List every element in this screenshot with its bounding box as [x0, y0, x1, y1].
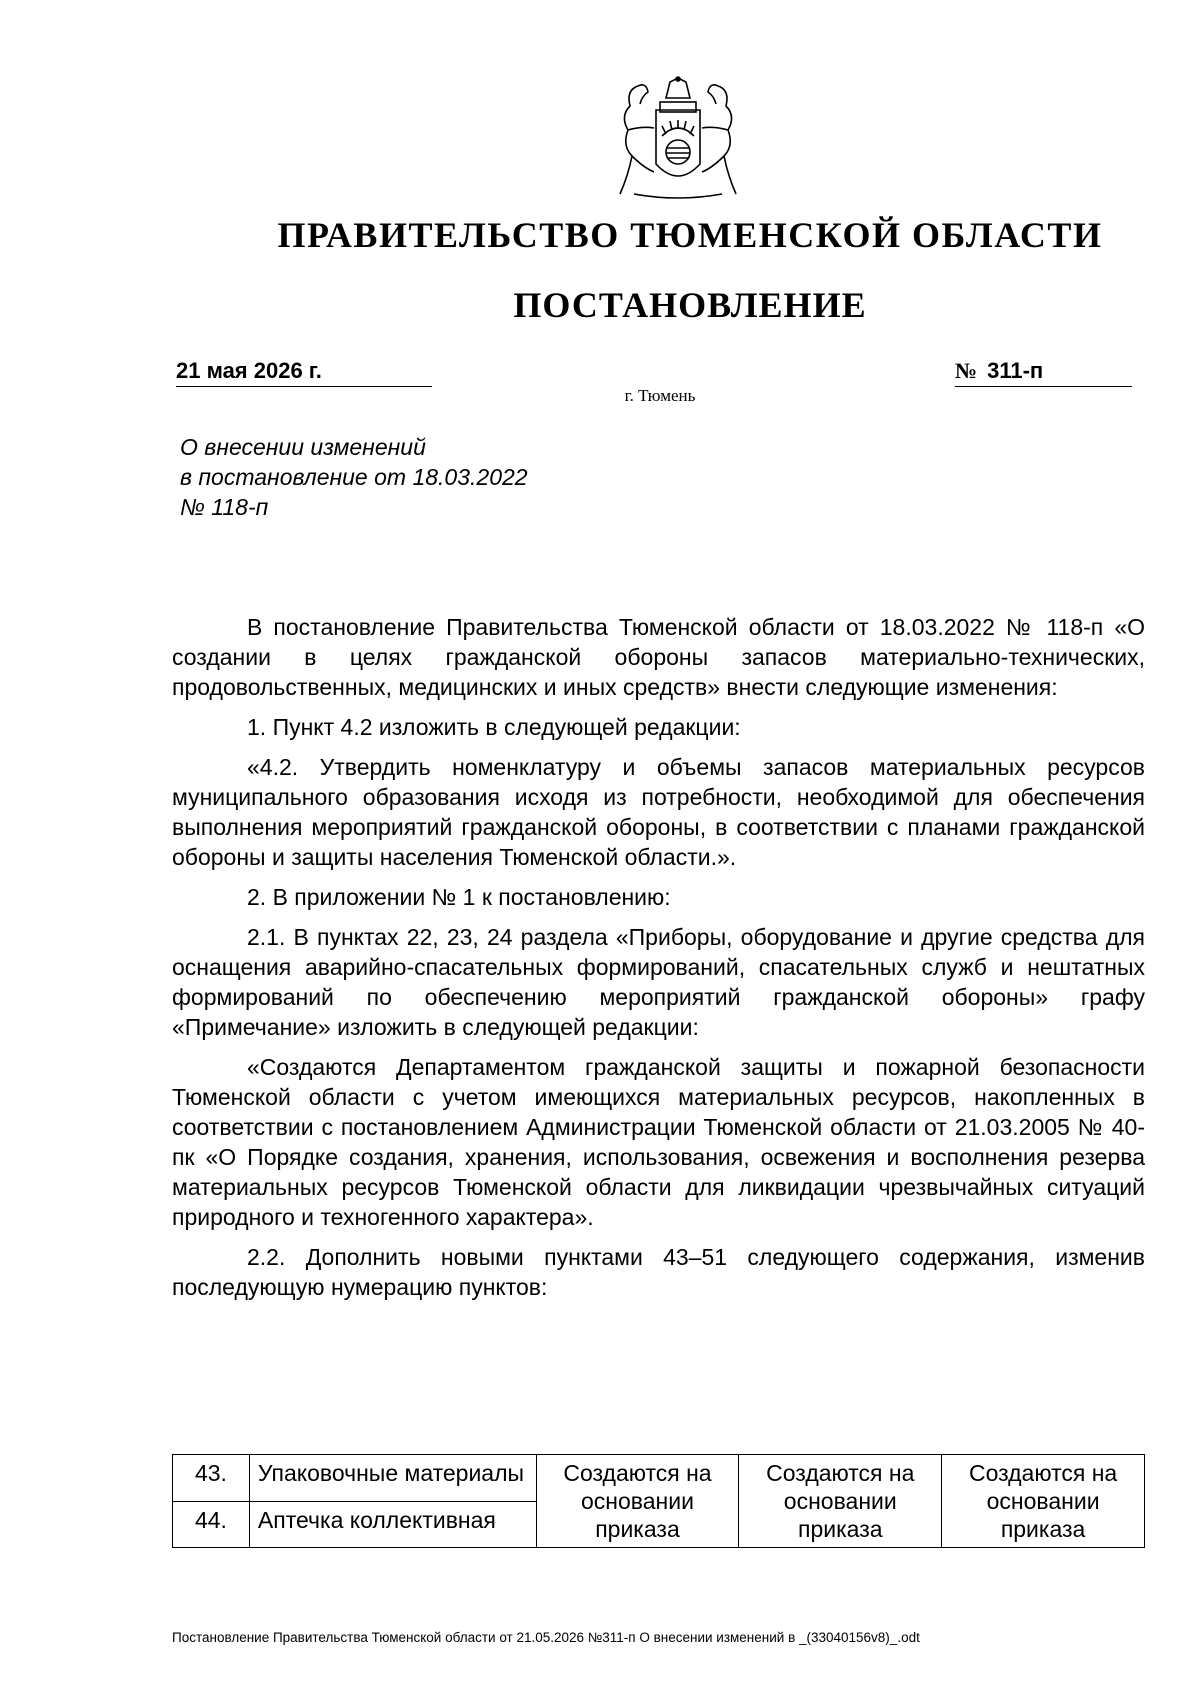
- body-paragraph-quote: «Создаются Департаментом гражданской защиты и пожарной безопасности Тюменской области с учетом имеющихся материальных ресурсов, накопленных в соответствии с постановлением Администрации Тюменской области от 21.03.2005 № 40-пк «О Порядке создания, хранения, использования, освежения и восполнения резерва материальных ресурсов Тюменской области для ликвидации чрезвычайных ситуаций природного и техногенного характера».: [172, 1054, 1145, 1230]
- number-sign: №: [955, 358, 978, 383]
- table-cell-number: 43.: [173, 1455, 250, 1502]
- table-cell-number: 44.: [173, 1501, 250, 1548]
- city-label: г. Тюмень: [624, 386, 696, 405]
- document-number-field: [955, 356, 1132, 387]
- body-paragraph-item-2-1: 2.1. В пунктах 22, 23, 24 раздела «Приборы, оборудование и другие средства для оснащения аварийно-спасательных формирований, спасательных служб и нештатных формирований по обеспечению мероприятий гражданской обороны» графу «Примечание» изложить в следующей редакции:: [172, 924, 1145, 1040]
- table-cell-note: Создаются на основании приказа: [536, 1455, 739, 1548]
- table-row: [173, 1455, 1145, 1502]
- body-paragraph-intro: В постановление Правительства Тюменской области от 18.03.2022 № 118-п «О создании в целях гражданской обороны запасов материально-технических, продовольственных, медицинских и иных средств» внести следующие изменения:: [172, 614, 1145, 700]
- body-paragraph-item-1: 1. Пункт 4.2 изложить в следующей редакции:: [247, 714, 741, 740]
- document-date: 21 мая 2026 г.: [176, 356, 432, 387]
- body-paragraph-item-2-2: 2.2. Дополнить новыми пунктами 43–51 следующего содержания, изменив последующую нумерацию пунктов:: [172, 1244, 1145, 1300]
- document-body: [172, 612, 1145, 1310]
- organization-title: ПРАВИТЕЛЬСТВО ТЮМЕНСКОЙ ОБЛАСТИ: [277, 215, 1103, 255]
- page-footer: Постановление Правительства Тюменской области от 21.05.2026 №311-п О внесении изменений в _(33040156v8)_.odt: [172, 1630, 920, 1645]
- body-paragraph-item-2: 2. В приложении № 1 к постановлению:: [247, 884, 671, 910]
- table-cell-note: Создаются на основании приказа: [942, 1455, 1145, 1548]
- table-cell-name: Упаковочные материалы: [249, 1455, 536, 1502]
- table-cell-name: Аптечка коллективная: [249, 1501, 536, 1548]
- body-paragraph-item-4-2: «4.2. Утвердить номенклатуру и объемы запасов материальных ресурсов муниципального образования исходя из потребности, необходимой для обеспечения выполнения мероприятий гражданской обороны, в соответствии с планами гражданской обороны и защиты населения Тюменской области.».: [172, 754, 1145, 870]
- document-type-heading: ПОСТАНОВЛЕНИЕ: [513, 285, 867, 325]
- document-number: 311-п: [987, 358, 1044, 383]
- table-cell-note: Создаются на основании приказа: [739, 1455, 942, 1548]
- amendment-table: [172, 1454, 1145, 1548]
- document-subject: [180, 432, 640, 522]
- subject-line-1: О внесении изменений: [180, 434, 426, 460]
- subject-line-3: № 118-п: [180, 494, 269, 520]
- subject-line-2: в постановление от 18.03.2022: [180, 464, 528, 490]
- coat-of-arms-emblem: [598, 76, 758, 206]
